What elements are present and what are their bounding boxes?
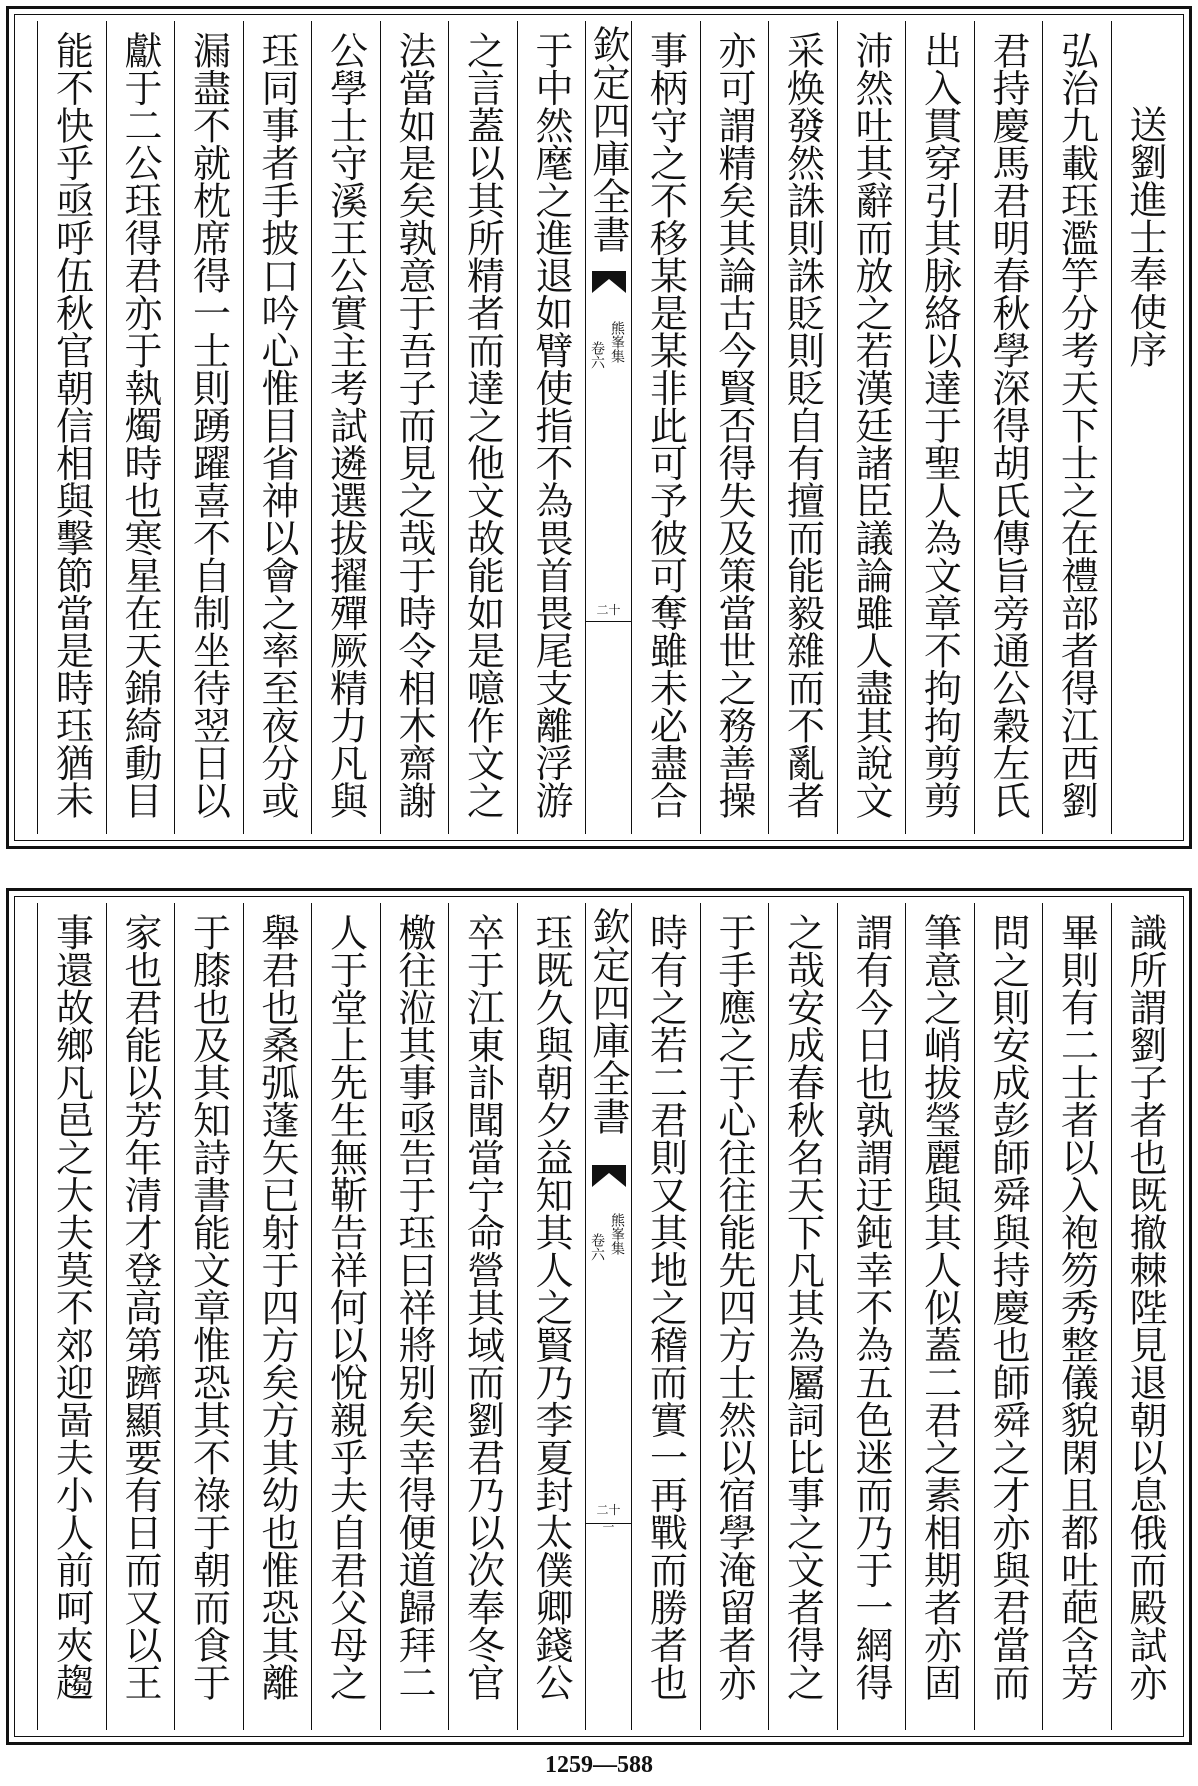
text-column: 卒于江東訃聞當宁命營其域而劉君乃以次奉冬官	[448, 903, 517, 1730]
text-column: 漏盡不就枕席得一士則踴躍喜不自制坐待翌日以	[174, 21, 243, 834]
book-title: 欽定四庫全書	[586, 25, 630, 253]
text-column: 于手應之于心往往能先四方士然以宿學淹留者亦	[700, 903, 769, 1730]
text-column: 于中然麾之進退如臂使指不為畏首畏尾支離浮游	[517, 21, 586, 834]
volume-label: 卷六	[589, 1233, 605, 1261]
text-column: 問之則安成彭師舜與持慶也師舜之才亦與君當而	[974, 903, 1043, 1730]
fishtail-mark-icon	[592, 1165, 626, 1187]
text-column: 君持慶馬君明春秋學深得胡氏傳旨旁通公穀左氏	[974, 21, 1043, 834]
folio-rule	[586, 621, 631, 622]
text-column: 送劉進士奉使序	[1111, 21, 1180, 834]
text-column: 謂有今日也孰謂迂鈍幸不為五色迷而乃于一網得	[837, 903, 906, 1730]
text-column: 珏既久與朝夕益知其人之賢乃李夏封太僕卿錢公	[517, 903, 586, 1730]
text-column: 沛然吐其辭而放之若漢廷諸臣議論雖人盡其說文	[837, 21, 906, 834]
text-column: 采焕發然誅則誅貶則貶自有擅而能毅雜而不亂者	[768, 21, 837, 834]
text-column: 家也君能以芳年清才登高第躋顯要有日而又以王	[106, 903, 175, 1730]
text-columns-bottom	[19, 903, 1179, 1730]
text-column: 事柄守之不移某是某非此可予彼可奪雖未必盡合	[631, 21, 700, 834]
fishtail-mark-icon	[592, 271, 626, 293]
text-column: 公學士守溪王公實主考試遴選拔擢殫厥精力凡與	[311, 21, 380, 834]
center-gutter	[585, 21, 631, 834]
text-column: 亦可謂精矣其論古今賢否得失及策當世之務善操	[700, 21, 769, 834]
text-column: 獻于二公珏得君亦于執燭時也寒星在天錦綺動目	[106, 21, 175, 834]
text-column: 弘治九載珏濫竽分考天下士之在禮部者得江西劉	[1042, 21, 1111, 834]
text-column: 識所謂劉子者也既撤棘陛見退朝以息俄而殿試亦	[1111, 903, 1180, 1730]
text-column: 筆意之峭拔瑩麗與其人似蓋二君之素相期者亦固	[905, 903, 974, 1730]
text-column: 于膝也及其知詩書能文章惟恐其不祿于朝而食于	[174, 903, 243, 1730]
text-column: 畢則有二士者以入袍笏秀整儀貌閑且都吐葩含芳	[1042, 903, 1111, 1730]
text-column: 事還故鄉凡邑之大夫莫不郊迎啚夫小人前呵夾趨	[37, 903, 106, 1730]
text-column: 舉君也桑弧蓬矢已射于四方矣方其幼也惟恐其離	[243, 903, 312, 1730]
text-column: 法當如是矣孰意于吾子而見之哉于時令相木齋謝	[380, 21, 449, 834]
volume-label: 卷六	[589, 341, 605, 369]
center-gutter	[585, 903, 631, 1730]
text-columns-top	[19, 21, 1179, 834]
text-column: 之哉安成春秋名天下凡其為屬詞比事之文者得之	[768, 903, 837, 1730]
text-column: 檄往涖其事亟告于珏曰祥將别矣幸得便道歸拜二	[380, 903, 449, 1730]
collection-label: 熊峯集	[609, 321, 625, 363]
collection-label: 熊峯集	[609, 1213, 625, 1255]
text-column: 珏同事者手披口吟心惟目省神以會之率至夜分或	[243, 21, 312, 834]
text-column: 之言蓋以其所精者而達之他文故能如是噫作文之	[448, 21, 517, 834]
text-column: 出入貫穿引其脉絡以達于聖人為文章不拘拘剪剪	[905, 21, 974, 834]
page-number: 1259—588	[545, 1752, 653, 1778]
book-title: 欽定四庫全書	[586, 907, 630, 1135]
text-column: 人于堂上先生無靳告祥何以悅親乎夫自君父母之	[311, 903, 380, 1730]
text-column: 時有之若二君則又其地之稽而實一再戰而勝者也	[631, 903, 700, 1730]
text-column: 能不快乎亟呼伍秋官朝信相與擊節當是時珏猶未	[37, 21, 106, 834]
page-bottom	[6, 888, 1192, 1745]
page-top	[6, 6, 1192, 849]
folio-number: 二十一	[596, 1503, 621, 1534]
folio-number: 二十	[596, 603, 621, 617]
